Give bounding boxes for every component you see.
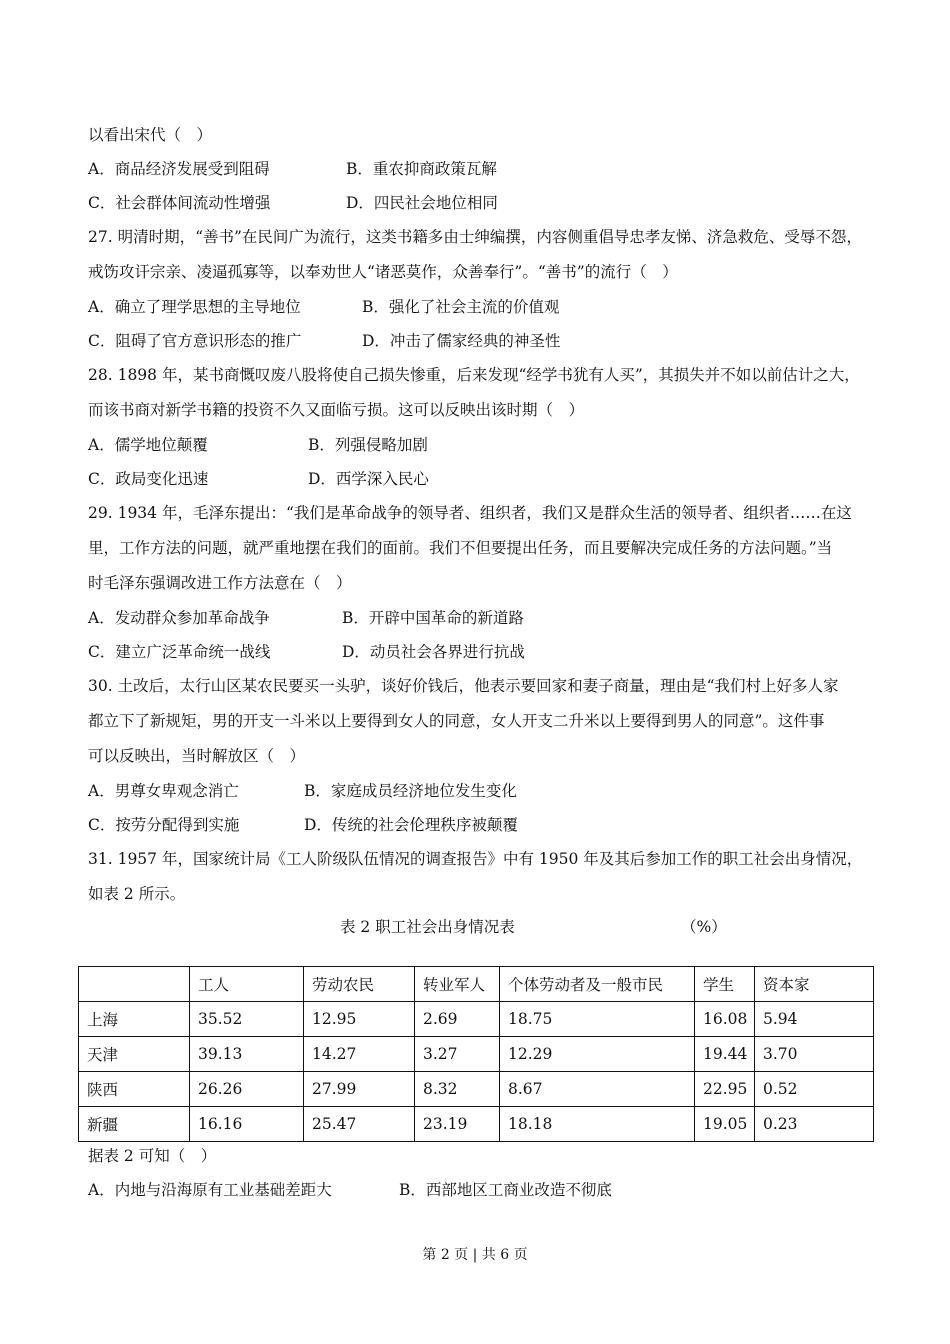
q31-options-ab [88,1173,874,1207]
q28-option-a: A．儒学地位颠覆 [88,436,208,454]
q28-stem-line2: 而该书商对新学书籍的投资不久又面临亏损。这可以反映出该时期（ ） [88,401,585,419]
q26-option-b: B．重农抑商政策瓦解 [346,160,497,178]
q26-option-a: A．商品经济发展受到阻碍 [88,160,270,178]
q31-option-a: A．内地与沿海原有工业基础差距大 [88,1181,332,1199]
q30-stem-line3: 可以反映出，当时解放区（ ） [88,747,306,765]
table-cell: 27.99 [304,1072,415,1107]
table-title: 表 2 职工社会出身情况表 [340,918,515,936]
q31-stem-line1: 31. 1957 年，国家统计局《工人阶级队伍情况的调查报告》中有 1950 年及其后参加工作的职工社会出身情况， [88,850,863,868]
table-header-cell: 学生 [695,967,755,1002]
q27-stem-line1: 27. 明清时期，“善书”在民间广为流行，这类书籍多由士绅编撰，内容侧重倡导忠孝友悌、济急救危、受辱不怨， [88,228,862,246]
table-cell: 22.95 [695,1072,755,1107]
table-cell: 0.23 [755,1107,874,1142]
table-row [79,1107,874,1142]
q30-stem-line1: 30. 土改后，太行山区某农民要买一头驴，谈好价钱后，他表示要回家和妻子商量，理由是“我们村上好多人家 [88,677,839,695]
table-cell: 14.27 [304,1037,415,1072]
table-cell: 19.05 [695,1107,755,1142]
q27-option-c: C．阻碍了官方意识形态的推广 [88,332,302,350]
occupation-origin-table [78,966,874,1142]
table-cell: 8.67 [500,1072,695,1107]
table-cell: 26.26 [190,1072,304,1107]
q30-options-cd [88,808,874,842]
q30-option-d: D．传统的社会伦理秩序被颠覆 [304,816,518,834]
q27-option-b: B．强化了社会主流的价值观 [362,298,560,316]
table-cell: 8.32 [415,1072,500,1107]
q28-option-b: B．列强侵略加剧 [308,436,428,454]
q28-stem-line1: 28. 1898 年，某书商慨叹废八股将使自己损失惨重，后来发现“经学书犹有人买”，其损失并不如以前估计之大， [88,366,860,384]
q29-stem-line3: 时毛泽东强调改进工作方法意在（ ） [88,574,352,592]
q26-option-c: C．社会群体间流动性增强 [88,194,271,212]
table-header-cell: 劳动农民 [304,967,415,1002]
table-header-cell: 资本家 [755,967,874,1002]
table-cell: 39.13 [190,1037,304,1072]
q29-options-ab [88,601,874,635]
q29-stem-line2: 里，工作方法的问题，就严重地摆在我们的面前。我们不但要提出任务，而且要解决完成任务的方法问题。”当 [88,539,833,557]
table-cell: 5.94 [755,1002,874,1037]
table-cell: 0.52 [755,1072,874,1107]
table-cell: 19.44 [695,1037,755,1072]
table-cell: 23.19 [415,1107,500,1142]
table-cell: 18.18 [500,1107,695,1142]
table-header-cell: 工人 [190,967,304,1002]
q27-option-a: A．确立了理学思想的主导地位 [88,298,301,316]
table-row [79,1072,874,1107]
q31-stem-line2: 如表 2 所示。 [88,885,186,903]
table-cell: 35.52 [190,1002,304,1037]
q29-option-c: C．建立广泛革命统一战线 [88,643,271,661]
q29-option-d: D．动员社会各界进行抗战 [342,643,525,661]
q27-stem-line2: 戒饬攻讦宗亲、凌逼孤寡等，以奉劝世人“诸恶莫作，众善奉行”。“善书”的流行（ ） [88,263,678,281]
q30-stem-line2: 都立下了新规矩，男的开支一斗米以上要得到女人的同意，女人开支二升米以上要得到男人的同意”。这件事 [88,712,825,730]
table-cell: 12.95 [304,1002,415,1037]
q30-options-ab [88,774,874,808]
q28-option-c: C．政局变化迅速 [88,470,209,488]
q28-option-d: D．西学深入民心 [308,470,429,488]
table-cell: 25.47 [304,1107,415,1142]
q26-options-ab [88,152,874,186]
table-cell: 16.08 [695,1002,755,1037]
q27-options-cd [88,324,874,358]
table-header-cell [79,967,190,1002]
table-cell: 12.29 [500,1037,695,1072]
table-caption [88,912,874,942]
q30-option-c: C．按劳分配得到实施 [88,816,240,834]
table-cell: 陕西 [79,1072,190,1107]
table-cell: 2.69 [415,1002,500,1037]
q28-options-ab [88,428,874,462]
table-cell: 3.70 [755,1037,874,1072]
table-cell: 3.27 [415,1037,500,1072]
q29-options-cd [88,635,874,669]
q27-option-d: D．冲击了儒家经典的神圣性 [362,332,561,350]
table-cell: 新疆 [79,1107,190,1142]
table-header-row [79,967,874,1002]
q26-option-d: D．四民社会地位相同 [346,194,498,212]
page-footer: 第 2 页 | 共 6 页 [422,1247,528,1263]
table-unit: （%） [681,918,727,936]
q29-option-b: B．开辟中国革命的新道路 [342,609,524,627]
q31-option-b: B．西部地区工商业改造不彻底 [399,1181,612,1199]
q29-stem-line1: 29. 1934 年，毛泽东提出：“我们是革命战争的领导者、组织者，我们又是群众生活的领导者、组织者……在这 [88,504,852,522]
exam-page-body [88,118,874,942]
table-cell: 16.16 [190,1107,304,1142]
q31-after-table [88,1139,874,1207]
q26-options-cd [88,186,874,220]
q30-option-a: A．男尊女卑观念消亡 [88,782,239,800]
table-cell: 天津 [79,1037,190,1072]
q30-option-b: B．家庭成员经济地位发生变化 [304,782,517,800]
q31-stem: 据表 2 可知（ ） [88,1147,217,1165]
table-header-cell: 转业军人 [415,967,500,1002]
table-cell: 上海 [79,1002,190,1037]
q28-options-cd [88,462,874,496]
table-row [79,1002,874,1037]
q26-stem-tail: 以看出宋代（ ） [88,126,213,144]
table-cell: 18.75 [500,1002,695,1037]
table-header-cell: 个体劳动者及一般市民 [500,967,695,1002]
q27-options-ab [88,290,874,324]
q29-option-a: A．发动群众参加革命战争 [88,609,270,627]
table-row [79,1037,874,1072]
